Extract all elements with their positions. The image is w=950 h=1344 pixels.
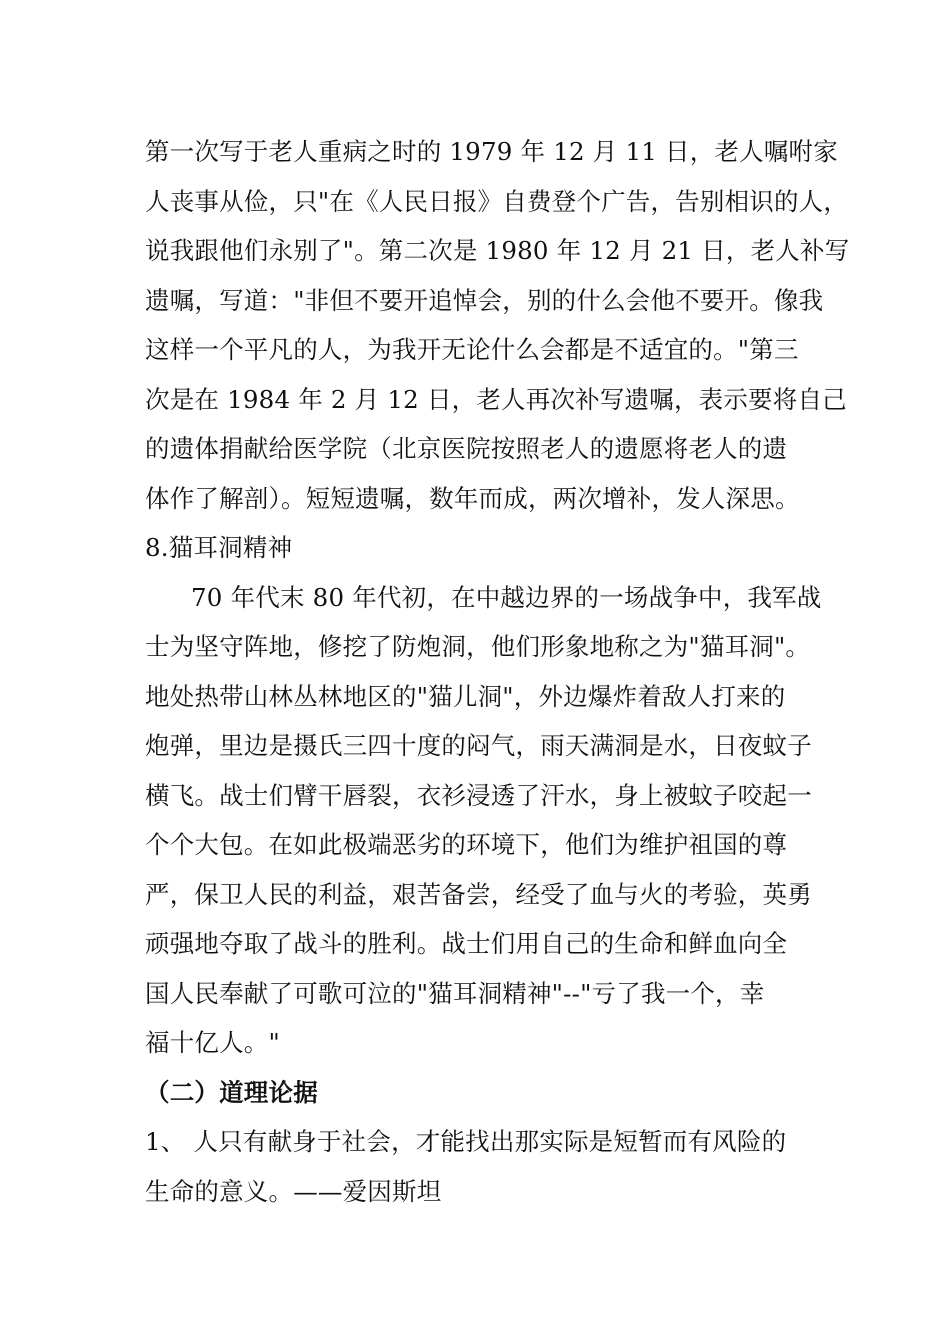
text-line: 地处热带山林丛林地区的"猫儿洞"，外边爆炸着敌人打来的 (145, 681, 786, 711)
text-line: 说我跟他们永别了"。第二次是 1980 年 12 月 21 日，老人补写 (145, 236, 850, 265)
text-line: 人丧事从俭，只"在《人民日报》自费登个广告，告别相识的人， (145, 186, 849, 216)
text-line: 国人民奉献了可歌可泣的"猫耳洞精神"--"亏了我一个，幸 (145, 978, 765, 1008)
text-line: 体作了解剖）。短短遗嘱，数年而成，两次增补，发人深思。 (145, 483, 800, 513)
text-line: 严，保卫人民的利益，艰苦备尝，经受了血与火的考验，英勇 (145, 879, 812, 909)
document-body (145, 127, 850, 1216)
text-line: 1、 人只有献身于社会，才能找出那实际是短暂而有风险的 (145, 1127, 787, 1156)
text-line: 70 年代末 80 年代初，在中越边界的一场战争中，我军战 (191, 582, 822, 612)
text-line: 顽强地夺取了战斗的胜利。战士们用自己的生命和鲜血向全 (145, 929, 788, 958)
text-line: 这样一个平凡的人，为我开无论什么会都是不适宜的。"第三 (145, 335, 799, 364)
text-line: 士为坚守阵地，修挖了防炮洞，他们形象地称之为"猫耳洞"。 (145, 632, 811, 661)
text-line: 第一次写于老人重病之时的 1979 年 12 月 11 日，老人嘱咐家 (145, 137, 838, 166)
text-line: 福十亿人。" (145, 1028, 280, 1057)
paragraph-cat-ear-cave (145, 573, 822, 1068)
section-heading: （二）道理论据 (145, 1077, 318, 1107)
text-line: 个个大包。在如此极端恶劣的环境下，他们为维护祖国的尊 (145, 830, 788, 859)
text-line: 生命的意义。——爱因斯坦 (145, 1176, 442, 1206)
text-line: 遗嘱，写道："非但不要开追悼会，别的什么会他不要开。像我 (145, 285, 824, 315)
text-line: 横飞。战士们臂干唇裂，衣衫浸透了汗水，身上被蚊子咬起一 (145, 780, 812, 810)
text-line: 炮弹，里边是摄氏三四十度的闷气，雨天满洞是水，日夜蚊子 (145, 731, 812, 760)
quote-einstein (145, 1117, 815, 1216)
text-line: 次是在 1984 年 2 月 12 日，老人再次补写遗嘱，表示要将自己 (145, 384, 847, 414)
section-title: 8.猫耳洞精神 (145, 533, 293, 562)
paragraph-will (145, 127, 850, 523)
text-line: 的遗体捐献给医学院（北京医院按照老人的遗愿将老人的遗 (145, 434, 788, 463)
